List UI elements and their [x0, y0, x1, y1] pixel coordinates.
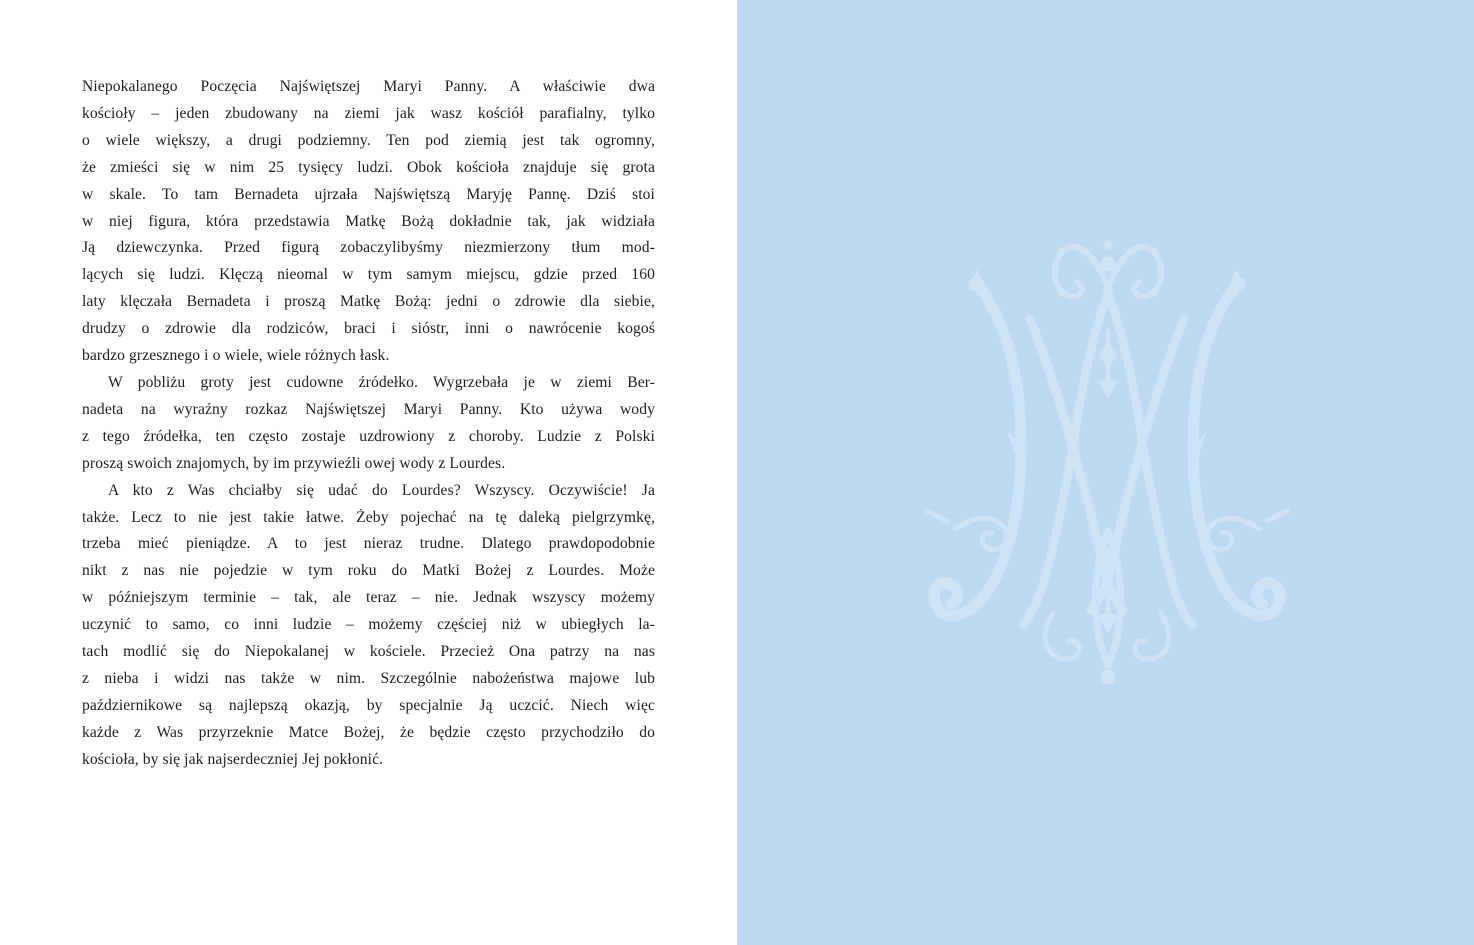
text-line: A kto z Was chciałby się udać do Lourdes? Wszyscy. Oczywiście! Ja [108, 481, 655, 499]
body-text [82, 74, 655, 774]
text-line: uczynić to samo, co inni ludzie – możemy częściej niż w ubiegłych la- [82, 616, 655, 634]
paragraph [82, 370, 655, 478]
marian-am-monogram-icon [917, 233, 1297, 693]
text-line: W pobliżu groty jest cudowne źródełko. Wygrzebała je w ziemi Ber- [108, 373, 655, 391]
text-line: kościoła, by się jak najserdeczniej Jej pokłonić. [82, 750, 384, 768]
text-line: kościoły – jeden zbudowany na ziemi jak wasz kościół parafialny, tylko [82, 104, 655, 122]
text-line: o wiele większy, a drugi podziemny. Ten pod ziemią jest tak ogromny, [82, 131, 655, 149]
monogram-bottom-dot [1101, 670, 1116, 685]
text-line: w skale. To tam Bernadeta ujrzała Najświętszą Maryję Pannę. Dziś stoi [82, 185, 655, 203]
text-line: lących się ludzi. Klęczą nieomal w tym samym miejscu, gdzie przed 160 [82, 266, 655, 284]
right-page [737, 0, 1474, 945]
text-line: bardzo grzesznego i o wiele, wiele różnych łask. [82, 347, 390, 365]
text-line: laty klęczała Bernadeta i proszą Matkę Bożą: jedni o zdrowie dla siebie, [82, 293, 655, 311]
text-line: Niepokalanego Poczęcia Najświętszej Maryi Panny. A właściwie dwa [82, 78, 655, 95]
monogram-top-dots [1101, 241, 1116, 272]
text-line: nadeta na wyraźny rozkaz Najświętszej Maryi Panny. Kto używa wody [82, 400, 655, 418]
text-line: proszą swoich znajomych, by im przywieźli owej wody z Lourdes. [82, 454, 506, 472]
paragraph [82, 74, 655, 370]
text-line: październikowe są najlepszą okazją, by specjalnie Ją uczcić. Niech więc [82, 696, 655, 714]
monogram-apex-drop [1098, 331, 1118, 399]
text-line: drudzy o zdrowie dla rodziców, braci i sióstr, inni o nawrócenie kogoś [82, 320, 655, 338]
text-line: w późniejszym terminie – tak, ale teraz – nie. Jednak wszyscy możemy [82, 589, 655, 607]
text-line: tach modlić się do Niepokalanej w kościele. Przecież Ona patrzy na nas [82, 643, 655, 661]
text-line: z tego źródełka, ten często zostaje uzdrowiony z choroby. Ludzie z Polski [82, 427, 655, 445]
text-line: trzeba mieć pieniądze. A to jest nieraz trudne. Dlatego prawdopodobnie [82, 535, 655, 553]
text-line: także. Lecz to nie jest takie łatwe. Żeby pojechać na tę daleką pielgrzymkę, [82, 508, 655, 526]
text-line: w niej figura, która przedstawia Matkę Bożą dokładnie tak, jak widziała [82, 212, 655, 230]
text-line: że zmieści się w nim 25 tysięcy ludzi. Obok kościoła znajduje się grota [82, 158, 655, 176]
text-line: każde z Was przyrzeknie Matce Bożej, że będzie często przychodziło do [82, 723, 655, 741]
paragraph [82, 478, 655, 774]
text-line: Ją dziewczynka. Przed figurą zobaczylibyśmy niezmierzony tłum mod- [82, 239, 655, 257]
text-line: z nieba i widzi nas także w nim. Szczególnie nabożeństwa majowe lub [82, 669, 655, 687]
text-line: nikt z nas nie pojedzie w tym roku do Matki Bożej z Lourdes. Może [82, 562, 655, 580]
